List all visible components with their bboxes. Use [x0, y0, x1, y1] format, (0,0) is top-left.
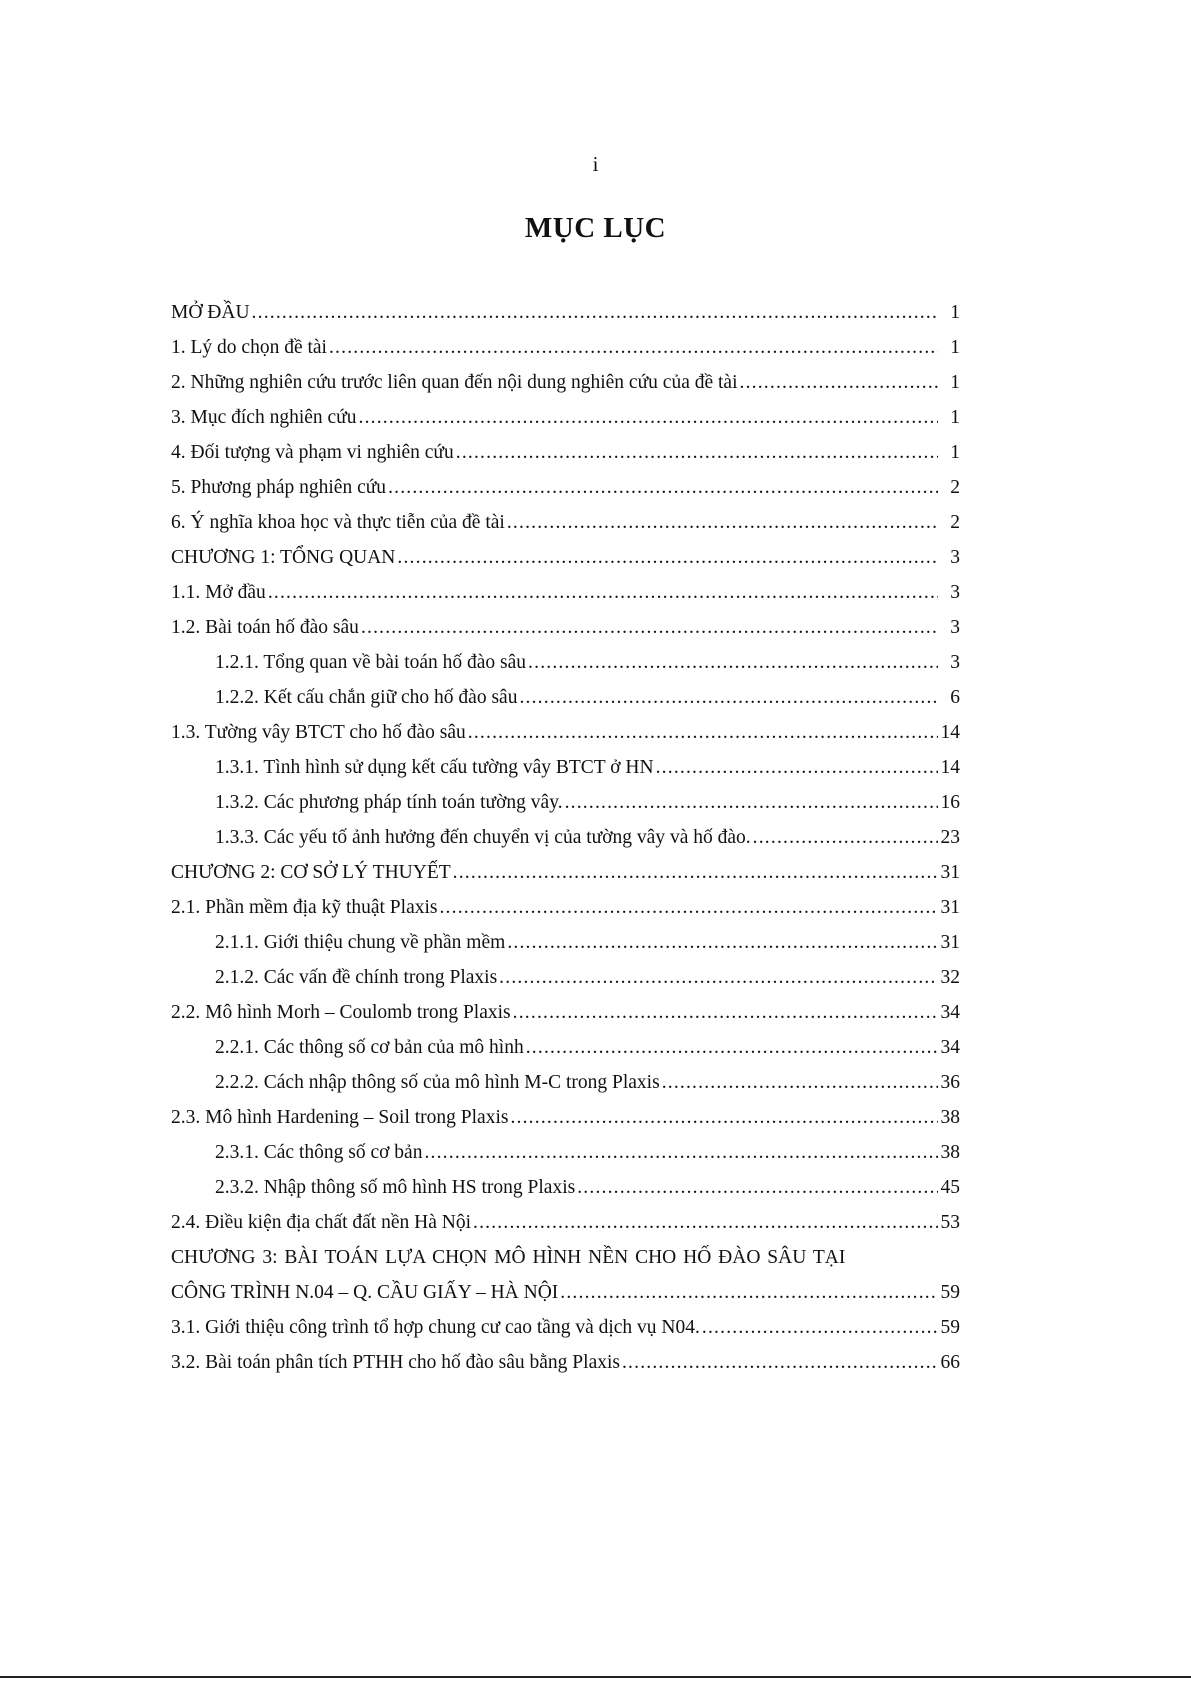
- toc-entry-page: 3: [950, 652, 960, 673]
- toc-entry-label: 4. Đối tượng và phạm vi nghiên cứu: [171, 442, 454, 463]
- toc-entry[interactable]: [171, 967, 960, 1002]
- toc-entry-label: 1.2. Bài toán hố đào sâu: [171, 617, 359, 638]
- toc-entry[interactable]: [171, 547, 960, 582]
- toc-trailing-entries: [171, 1317, 960, 1387]
- toc-entry-page: 14: [940, 757, 960, 778]
- toc-entry-page: 31: [940, 897, 960, 918]
- toc-dot-leader: [565, 792, 938, 814]
- toc-dot-leader: [702, 1317, 938, 1339]
- toc-entry-label: 1.2.2. Kết cấu chắn giữ cho hố đào sâu: [215, 687, 518, 708]
- toc-dot-leader: [473, 1212, 938, 1234]
- toc-entry-page: 45: [940, 1177, 960, 1198]
- toc-entry-label: 1.3.2. Các phương pháp tính toán tường vây.: [215, 792, 563, 813]
- toc-entry[interactable]: [171, 1177, 960, 1212]
- toc-dot-leader: [397, 547, 938, 569]
- toc-entry-label: 1. Lý do chọn đề tài: [171, 337, 327, 358]
- toc-entry-page: 34: [940, 1002, 960, 1023]
- toc-dot-leader: [499, 967, 938, 989]
- toc-entry[interactable]: [171, 407, 960, 442]
- toc-entry-label: CHƯƠNG 3: BÀI TOÁN LỰA CHỌN MÔ HÌNH NỀN CHO HỐ ĐÀO SÂU TẠI: [171, 1247, 846, 1268]
- toc-entry-label: 6. Ý nghĩa khoa học và thực tiễn của đề tài: [171, 512, 505, 533]
- toc-dot-leader: [507, 512, 938, 534]
- toc-entry-page: 6: [950, 687, 960, 708]
- toc-entry-label: 5. Phương pháp nghiên cứu: [171, 477, 387, 498]
- toc-entry-label: 2.3.1. Các thông số cơ bản: [215, 1142, 423, 1163]
- toc-entry-page: 3: [950, 547, 960, 568]
- toc-entry-label: 2.4. Điều kiện địa chất đất nền Hà Nội: [171, 1212, 471, 1233]
- toc-entry-page: 66: [940, 1352, 960, 1373]
- toc-dot-leader: [453, 862, 938, 884]
- toc-dot-leader: [361, 617, 938, 639]
- toc-dot-leader: [424, 1142, 938, 1164]
- toc-dot-leader: [519, 687, 938, 709]
- toc-entry[interactable]: [171, 722, 960, 757]
- toc-dot-leader: [456, 442, 938, 464]
- toc-entry-page: 59: [940, 1317, 960, 1338]
- toc-dot-leader: [528, 652, 938, 674]
- toc-entry[interactable]: [171, 372, 960, 407]
- toc-entry-label: 1.3.3. Các yếu tố ảnh hưởng đến chuyển vị của tường vây và hố đào.: [215, 827, 751, 848]
- toc-entry-page: 2: [950, 477, 960, 498]
- toc-entry-page: 1: [950, 407, 960, 428]
- toc-dot-leader: [510, 1107, 938, 1129]
- toc-entry[interactable]: [171, 827, 960, 862]
- toc-entry-label: 2.1.1. Giới thiệu chung về phần mềm: [215, 932, 506, 953]
- toc-dot-leader: [252, 302, 938, 324]
- toc-dot-leader: [359, 407, 939, 429]
- toc-entry-page: 36: [940, 1072, 960, 1093]
- toc-entry-label: CHƯƠNG 1: TỔNG QUAN: [171, 547, 396, 568]
- toc-dot-leader: [513, 1002, 938, 1024]
- toc-dot-leader: [468, 722, 938, 744]
- toc-entry[interactable]: [171, 442, 960, 477]
- toc-dot-leader: [656, 757, 938, 779]
- toc-entry[interactable]: [171, 897, 960, 932]
- toc-dot-leader: [329, 337, 938, 359]
- toc-entry-label: 2.2.1. Các thông số cơ bản của mô hình: [215, 1037, 524, 1058]
- toc-entry[interactable]: [171, 1352, 960, 1387]
- toc-entry-page: 31: [940, 932, 960, 953]
- toc-entry-page: 1: [950, 337, 960, 358]
- toc-entry[interactable]: [171, 302, 960, 337]
- toc-dot-leader: [753, 827, 938, 849]
- toc-entry-page: 16: [940, 792, 960, 813]
- toc-entry-label: 2.2.2. Cách nhập thông số của mô hình M-C trong Plaxis: [215, 1072, 660, 1093]
- toc-entry[interactable]: [171, 1317, 960, 1352]
- toc-entry-label: 2.2. Mô hình Morh – Coulomb trong Plaxis: [171, 1002, 511, 1023]
- page-number: i: [592, 152, 599, 176]
- toc-entry[interactable]: [171, 1037, 960, 1072]
- toc-dot-leader: [740, 372, 939, 394]
- toc-dot-leader: [526, 1037, 938, 1059]
- toc-entry-page: 23: [940, 827, 960, 848]
- toc-dot-leader: [662, 1072, 938, 1094]
- toc-entry[interactable]: [171, 1212, 960, 1247]
- toc-entry-page: 1: [950, 442, 960, 463]
- toc-dot-leader: [439, 897, 938, 919]
- toc-entry[interactable]: [171, 1002, 960, 1037]
- toc-entry-page: 1: [950, 372, 960, 393]
- toc-entry[interactable]: [171, 582, 960, 617]
- toc-entry[interactable]: [171, 687, 960, 722]
- toc-entry-label: 2.1.2. Các vấn đề chính trong Plaxis: [215, 967, 498, 988]
- toc-dot-leader: [507, 932, 938, 954]
- toc-chapter3-heading-line1[interactable]: [171, 1247, 960, 1282]
- toc-entry-label: 2.1. Phần mềm địa kỹ thuật Plaxis: [171, 897, 438, 918]
- table-of-contents: [171, 302, 960, 1387]
- toc-entry-label: 3.1. Giới thiệu công trình tổ hợp chung cư cao tầng và dịch vụ N04.: [171, 1317, 700, 1338]
- toc-dot-leader: [577, 1177, 938, 1199]
- toc-entry-label: 3. Mục đích nghiên cứu: [171, 407, 357, 428]
- toc-entry[interactable]: [171, 652, 960, 687]
- toc-entry[interactable]: [171, 477, 960, 512]
- toc-chapter3-heading-line2[interactable]: [171, 1282, 960, 1317]
- toc-entry-page: 3: [950, 582, 960, 603]
- toc-main-entries: [171, 302, 960, 1247]
- toc-entry[interactable]: [171, 862, 960, 897]
- toc-entry-page: 59: [940, 1282, 960, 1303]
- toc-entry-label: 2.3.2. Nhập thông số mô hình HS trong Plaxis: [215, 1177, 576, 1198]
- toc-entry-label: 1.3. Tường vây BTCT cho hố đào sâu: [171, 722, 466, 743]
- toc-entry-page: 38: [940, 1107, 960, 1128]
- toc-entry[interactable]: [171, 792, 960, 827]
- toc-entry-label: 2. Những nghiên cứu trước liên quan đến nội dung nghiên cứu của đề tài: [171, 372, 738, 393]
- toc-entry-label: CHƯƠNG 2: CƠ SỞ LÝ THUYẾT: [171, 862, 451, 883]
- toc-entry[interactable]: [171, 512, 960, 547]
- toc-entry-label: 2.3. Mô hình Hardening – Soil trong Plaxis: [171, 1107, 509, 1128]
- toc-entry[interactable]: [171, 757, 960, 792]
- toc-entry[interactable]: [171, 337, 960, 372]
- toc-entry[interactable]: [171, 1142, 960, 1177]
- toc-entry-label: 3.2. Bài toán phân tích PTHH cho hố đào sâu bằng Plaxis: [171, 1352, 620, 1373]
- toc-entry-page: 53: [940, 1212, 960, 1233]
- toc-entry-page: 34: [940, 1037, 960, 1058]
- toc-entry-label: 1.3.1. Tình hình sử dụng kết cấu tường vây BTCT ở HN: [215, 757, 654, 778]
- toc-entry[interactable]: [171, 617, 960, 652]
- toc-entry-page: 31: [940, 862, 960, 883]
- toc-dot-leader: [268, 582, 938, 604]
- toc-entry-page: 2: [950, 512, 960, 533]
- toc-dot-leader: [560, 1282, 938, 1304]
- toc-entry-label: 1.2.1. Tổng quan về bài toán hố đào sâu: [215, 652, 527, 673]
- toc-entry-page: 14: [940, 722, 960, 743]
- toc-dot-leader: [622, 1352, 938, 1374]
- toc-entry-page: 32: [940, 967, 960, 988]
- toc-entry-page: 1: [950, 302, 960, 323]
- toc-entry-label: 1.1. Mở đầu: [171, 582, 266, 603]
- toc-entry[interactable]: [171, 1107, 960, 1142]
- toc-entry[interactable]: [171, 1072, 960, 1107]
- page-title: MỤC LỤC: [524, 212, 667, 244]
- page-bottom-edge: [0, 1676, 1191, 1678]
- toc-dot-leader: [388, 477, 938, 499]
- toc-entry-page: 3: [950, 617, 960, 638]
- toc-entry-label: MỞ ĐẦU: [171, 302, 250, 323]
- toc-entry[interactable]: [171, 932, 960, 967]
- toc-entry-label: CÔNG TRÌNH N.04 – Q. CẦU GIẤY – HÀ NỘI: [171, 1282, 559, 1303]
- toc-entry-page: 38: [940, 1142, 960, 1163]
